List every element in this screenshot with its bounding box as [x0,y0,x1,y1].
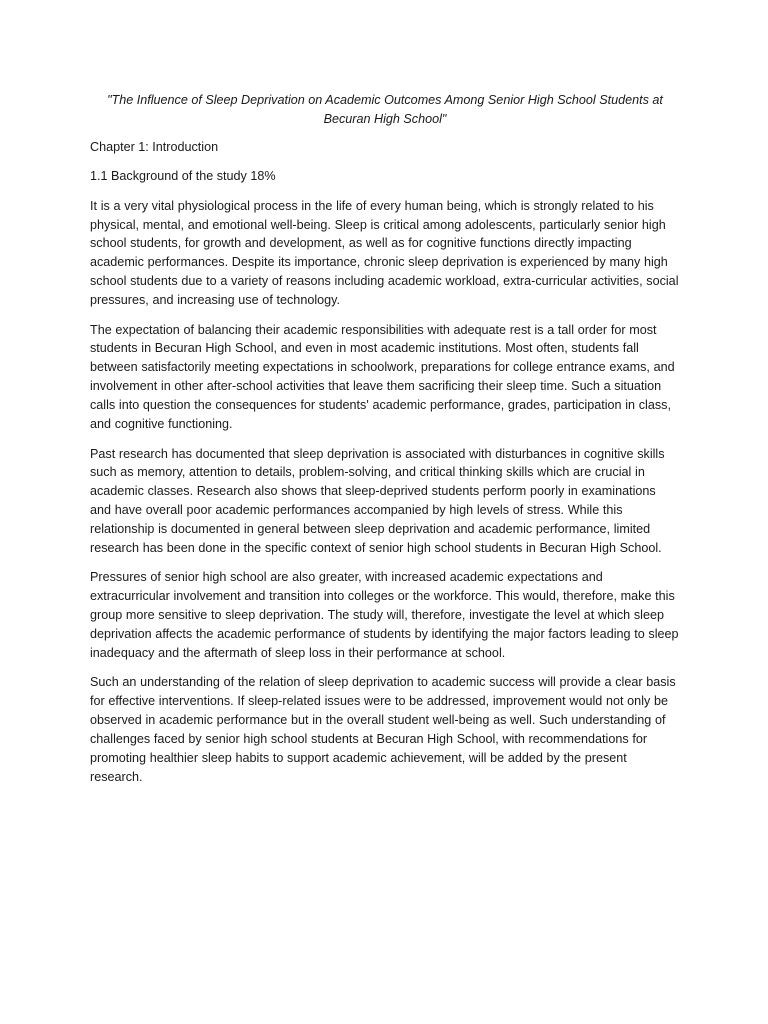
body-paragraph-5: Such an understanding of the relation of sleep deprivation to academic success will provide a clear basis for effective interventions. If sleep-related issues were to be addressed, improvement would not only be observed in academic performance but in the overall student well-being as well. Such understanding of challenges faced by senior high school students at Becuran High School, with recommendations for promoting healthier sleep habits to support academic achievement, will be added by the present research. [90,675,676,784]
chapter-heading: Chapter 1: Introduction [90,139,219,154]
body-paragraph-3: Past research has documented that sleep deprivation is associated with disturbances in cognitive skills such as memory, attention to details, problem-solving, and critical thinking skills which are crucial in academic classes. Research also shows that sleep-deprived students perform poorly in examinations and have overall poor academic performances accompanied by high levels of stress. While this relationship is documented in general between sleep deprivation and academic performance, limited research has been done in the specific context of senior high school students in Becuran High School. [90,446,665,556]
body-paragraph-4: Pressures of senior high school are also greater, with increased academic expectations and extracurricular involvement and transition into colleges or the workforce. This would, therefore, make this group more sensitive to sleep deprivation. The study will, therefore, investigate the level at which sleep deprivation affects the academic performance of students by identifying the major factors leading to sleep inadequacy and the aftermath of sleep loss in their performance at school. [90,570,679,661]
document-title [90,91,680,129]
document-title-line-2: Becuran High School" [323,111,447,126]
section-heading: 1.1 Background of the study 18% [90,169,276,184]
document-title-line-1: "The Influence of Sleep Deprivation on Academic Outcomes Among Senior High School Students at [107,93,663,107]
body-paragraph-2: The expectation of balancing their academic responsibilities with adequate rest is a tall order for most students in Becuran High School, and even in most academic institutions. Most often, students fall between satisfactorily meeting expectations in schoolwork, preparations for college entrance exams, and involvement in other after-school activities that leave them sacrificing their sleep time. Such a situation calls into question the consequences for students' academic performance, grades, participation in class, and cognitive functioning. [90,322,675,432]
body-paragraph-1: It is a very vital physiological process in the life of every human being, which is strongly related to his physical, mental, and emotional well-being. Sleep is critical among adolescents, particularly senior high school students, for growth and development, as well as for cognitive functions directly impacting academic performances. Despite its importance, chronic sleep deprivation is experienced by many high school students due to a variety of reasons including academic workload, extra-curricular activities, social pressures, and increasing use of technology. [90,198,679,308]
